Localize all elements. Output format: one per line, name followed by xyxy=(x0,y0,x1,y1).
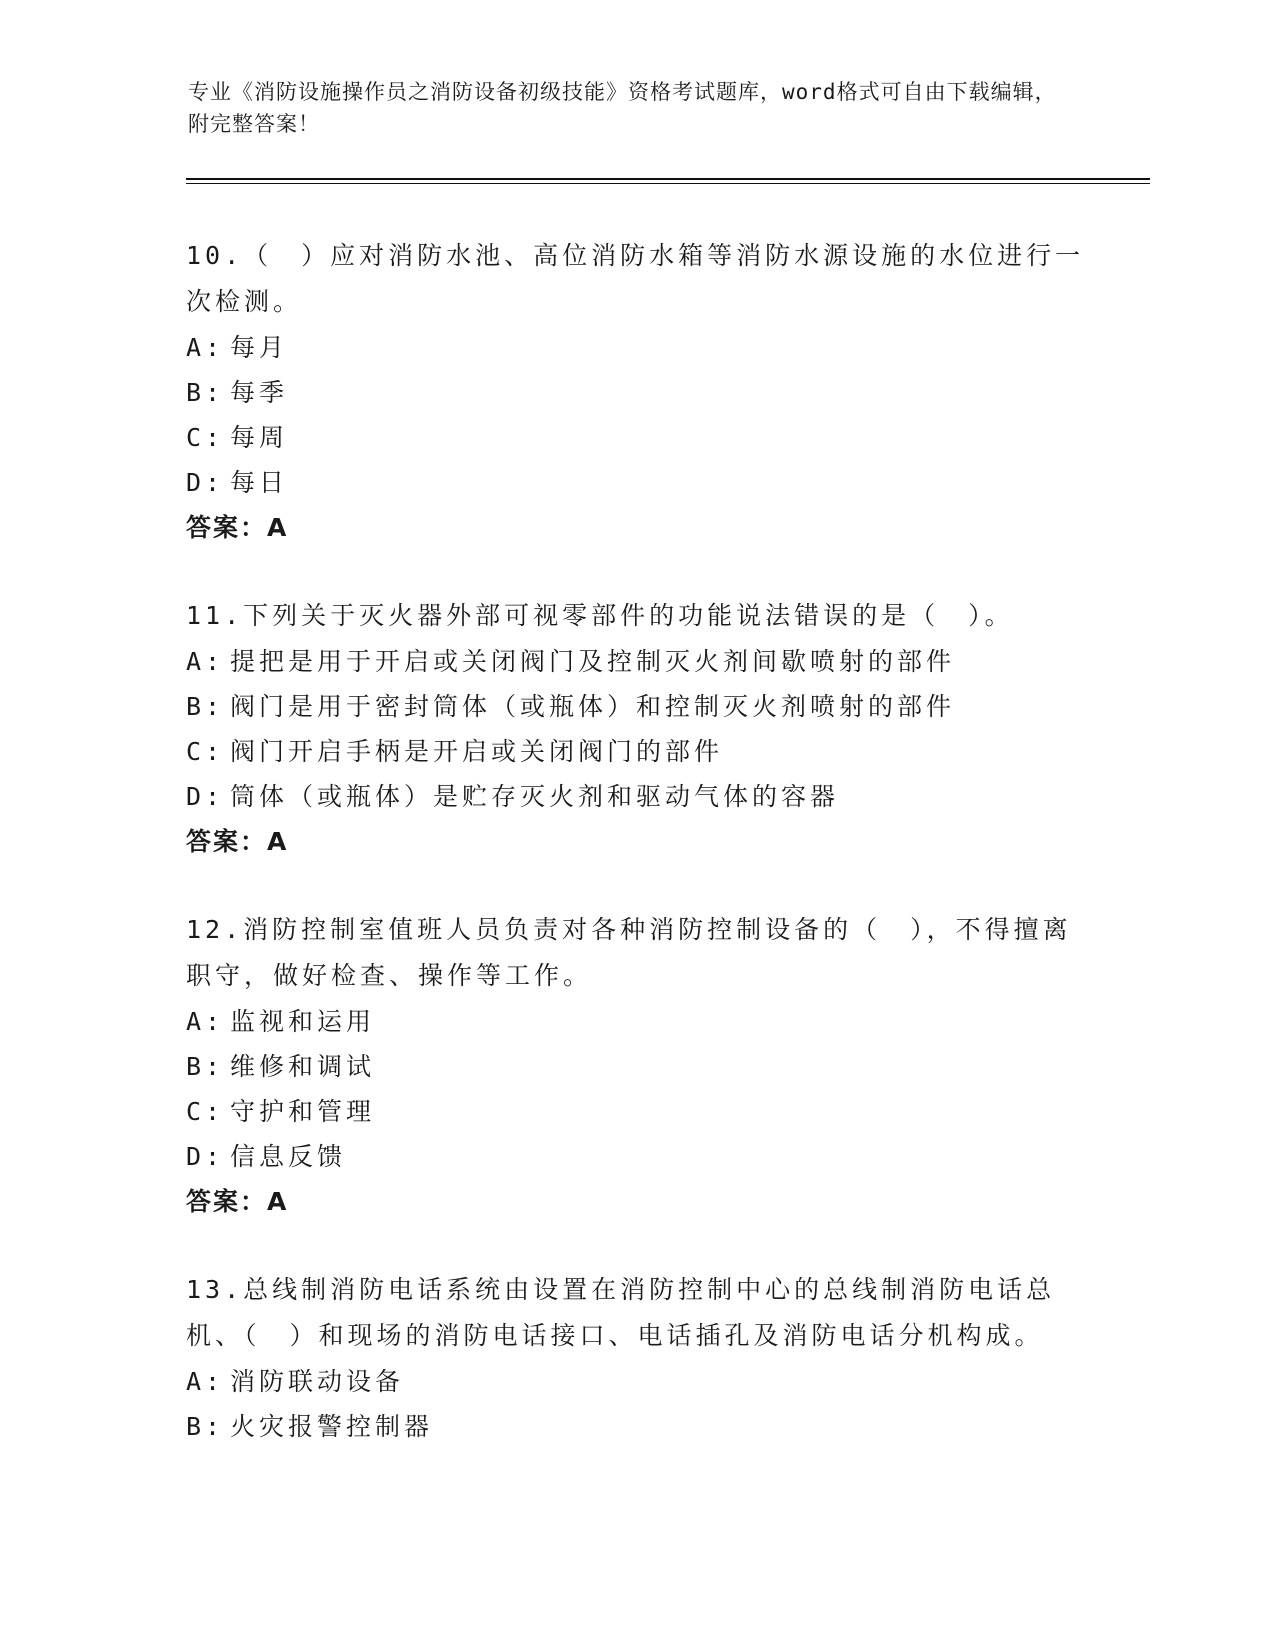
option-text: 每季 xyxy=(230,378,289,407)
option-a xyxy=(186,1359,1086,1404)
option-text: 维修和调试 xyxy=(230,1052,376,1081)
question-stem: 12.消防控制室值班人员负责对各种消防控制设备的（ ），不得擅离职守，做好检查、操作等工作。 xyxy=(186,915,1072,990)
option-c xyxy=(186,415,1086,460)
option-a xyxy=(186,639,1086,684)
option-c xyxy=(186,1089,1086,1134)
option-text: 提把是用于开启或关闭阀门及控制灭火剂间歇喷射的部件 xyxy=(230,647,956,676)
option-text: 阀门是用于密封筒体（或瓶体）和控制灭火剂喷射的部件 xyxy=(230,692,956,721)
option-a xyxy=(186,999,1086,1044)
question-list xyxy=(186,233,1086,1492)
option-b xyxy=(186,1044,1086,1089)
option-b xyxy=(186,1404,1086,1449)
option-d xyxy=(186,774,1086,819)
option-key: D: xyxy=(186,1142,225,1171)
option-key: A: xyxy=(186,1007,225,1036)
option-text: 信息反馈 xyxy=(230,1142,347,1171)
option-key: D: xyxy=(186,468,225,497)
option-key: B: xyxy=(186,1412,225,1441)
option-key: B: xyxy=(186,1052,225,1081)
option-key: D: xyxy=(186,782,225,811)
option-text: 筒体（或瓶体）是贮存灭火剂和驱动气体的容器 xyxy=(230,782,840,811)
option-key: A: xyxy=(186,647,225,676)
option-text: 消防联动设备 xyxy=(230,1367,405,1396)
header-divider-thin xyxy=(186,183,1150,184)
header-divider-thick xyxy=(186,178,1150,180)
option-text: 每月 xyxy=(230,333,289,362)
question-11 xyxy=(186,593,1086,864)
option-b xyxy=(186,370,1086,415)
option-d xyxy=(186,1134,1086,1179)
option-key: A: xyxy=(186,1367,225,1396)
option-text: 每日 xyxy=(230,468,289,497)
option-text: 守护和管理 xyxy=(230,1097,376,1126)
option-text: 火灾报警控制器 xyxy=(230,1412,434,1441)
question-stem: 13.总线制消防电话系统由设置在消防控制中心的总线制消防电话总机、（ ）和现场的消防电话接口、电话插孔及消防电话分机构成。 xyxy=(186,1275,1056,1350)
question-12 xyxy=(186,907,1086,1224)
option-key: C: xyxy=(186,737,225,766)
question-stem: 11.下列关于灭火器外部可视零部件的功能说法错误的是（ ）。 xyxy=(186,601,1014,630)
option-a xyxy=(186,325,1086,370)
header-text: 专业《消防设施操作员之消防设备初级技能》资格考试题库，word格式可自由下载编辑，附完整答案！ xyxy=(188,80,1057,136)
answer-line: 答案：A xyxy=(186,827,289,856)
option-key: B: xyxy=(186,692,225,721)
option-key: C: xyxy=(186,423,225,452)
question-13 xyxy=(186,1267,1086,1449)
answer-line: 答案：A xyxy=(186,513,289,542)
option-text: 监视和运用 xyxy=(230,1007,376,1036)
option-c xyxy=(186,729,1086,774)
option-b xyxy=(186,684,1086,729)
option-text: 阀门开启手柄是开启或关闭阀门的部件 xyxy=(230,737,724,766)
option-key: C: xyxy=(186,1097,225,1126)
question-stem: 10.（ ）应对消防水池、高位消防水箱等消防水源设施的水位进行一次检测。 xyxy=(186,241,1085,316)
answer-line: 答案：A xyxy=(186,1187,289,1216)
option-d xyxy=(186,460,1086,505)
document-header xyxy=(188,76,1068,140)
option-text: 每周 xyxy=(230,423,289,452)
option-key: B: xyxy=(186,378,225,407)
question-10 xyxy=(186,233,1086,550)
option-key: A: xyxy=(186,333,225,362)
